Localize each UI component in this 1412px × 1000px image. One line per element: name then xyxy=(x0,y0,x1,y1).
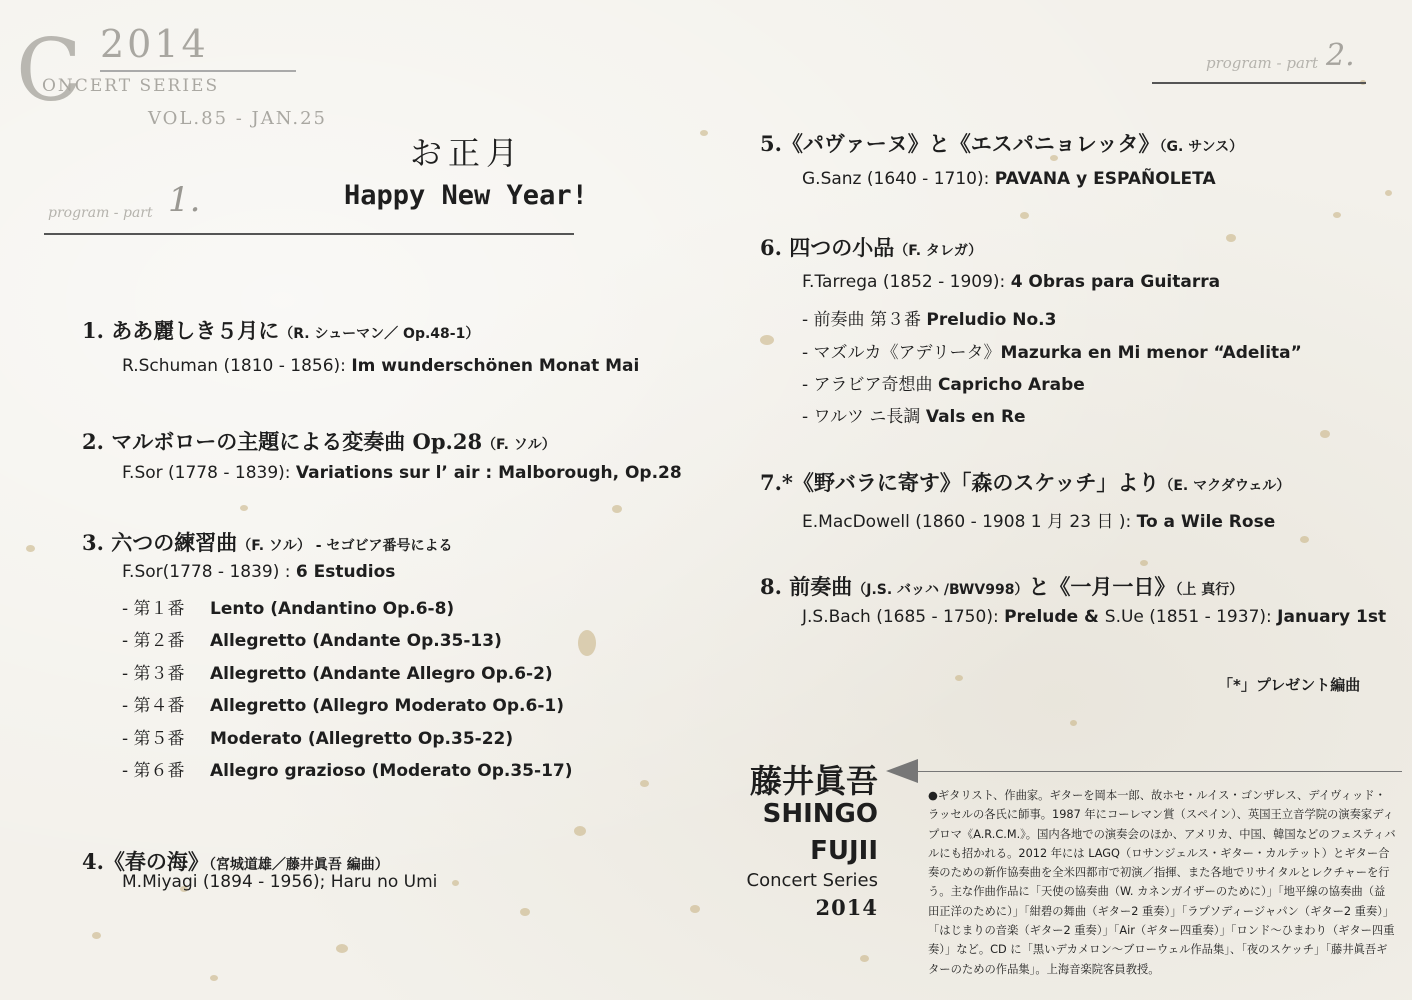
logo-series: ONCERT SERIES xyxy=(42,76,220,96)
paper-fleck xyxy=(690,905,700,913)
etude-row xyxy=(122,724,513,749)
work-title: Im wunderschönen Monat Mai xyxy=(351,356,640,376)
paper-fleck xyxy=(1320,430,1330,438)
paper-fleck xyxy=(612,505,622,513)
program-composer: （R. シューマン／ Op.48-1） xyxy=(279,326,480,342)
part1-number: 1. xyxy=(168,180,201,220)
program-title: 2. マルボローの主題による変奏曲 Op.28 xyxy=(82,429,483,454)
etude-work: Allegretto (Allegro Moderato Op.6-1) xyxy=(210,696,564,716)
etude-row xyxy=(122,594,454,619)
etude-work: Allegro grazioso (Moderato Op.35-17) xyxy=(210,761,573,781)
composer-dates: F.Sor (1778 - 1839): xyxy=(122,463,296,483)
program-title: 7.*《野バラに寄す》「森のスケッチ」より xyxy=(760,470,1160,495)
paper-fleck xyxy=(1300,536,1309,543)
paper-fleck xyxy=(520,908,530,916)
composer-dates: R.Schuman (1810 - 1856): xyxy=(122,356,352,376)
composer-dates: E.MacDowell (1860 - 1908 1 月 23 日 ): xyxy=(802,512,1137,532)
heading-happy-new-year: Happy New Year! xyxy=(344,180,588,211)
etude-row xyxy=(122,626,502,651)
program-item-1 xyxy=(82,315,479,345)
piece-row xyxy=(802,305,1056,330)
paper-fleck xyxy=(26,545,35,552)
piece-japanese: - アラビア奇想曲 xyxy=(802,375,938,395)
logo-year: 2014 xyxy=(100,22,209,66)
paper-fleck xyxy=(700,130,708,136)
part2-number: 2. xyxy=(1326,38,1355,73)
paper-fleck xyxy=(860,955,869,962)
work-title: Prelude xyxy=(1004,607,1079,627)
piece-japanese: - 前奏曲 第３番 xyxy=(802,310,927,330)
work-title: 6 Estudios xyxy=(295,562,396,582)
work-title: Variations sur l’ air : Malborough, Op.28 xyxy=(295,463,682,483)
program-item-6 xyxy=(760,232,982,262)
paper-fleck xyxy=(760,335,774,345)
piece-work: Vals en Re xyxy=(925,407,1026,427)
piece-row xyxy=(802,370,1085,395)
ampersand: & xyxy=(1078,607,1105,627)
paper-fleck xyxy=(640,780,649,787)
program-item-2-info xyxy=(122,463,682,483)
etude-number: - 第４番 xyxy=(122,696,185,716)
part1-rule xyxy=(44,233,574,235)
performer-year: 2014 xyxy=(815,895,878,920)
piece-work: Preludio No.3 xyxy=(926,310,1057,330)
composer-dates: F.Tarrega (1852 - 1909): xyxy=(802,272,1011,292)
etude-work: Lento (Andantino Op.6-8) xyxy=(210,599,455,619)
piece-row xyxy=(802,338,1302,363)
piece-row xyxy=(802,402,1026,427)
program-item-5 xyxy=(760,128,1243,158)
piece-work: Capricho Arabe xyxy=(937,375,1085,395)
etude-row xyxy=(122,756,573,781)
paper-fleck xyxy=(955,675,963,681)
paper-fleck xyxy=(336,944,348,953)
program-title: 5.《パヴァーヌ》と《エスパニョレッタ》 xyxy=(760,131,1160,156)
etude-row xyxy=(122,659,553,684)
program-composer: （F. ソル） - セゴビア番号による xyxy=(237,538,453,554)
paper-fleck xyxy=(210,975,218,981)
work-title: 4 Obras para Guitarra xyxy=(1010,272,1221,292)
performer-series: Concert Series xyxy=(746,870,878,891)
performer-last-name: FUJII xyxy=(810,836,878,866)
etude-row xyxy=(122,691,564,716)
etude-number: - 第２番 xyxy=(122,631,185,651)
part2-label: program - part xyxy=(1206,54,1319,72)
work-title: PAVANA y ESPAÑOLETA xyxy=(994,169,1216,189)
piece-work: Mazurka en Mi menor “Adelita” xyxy=(1000,343,1302,363)
paper-fleck xyxy=(578,630,596,656)
heading-oshogatsu: お正月 xyxy=(410,134,525,172)
paper-fleck xyxy=(240,505,248,511)
etude-number: - 第１番 xyxy=(122,599,185,619)
program-composer: （E. マクダウェル） xyxy=(1159,478,1291,494)
paper-fleck xyxy=(452,880,459,886)
program-item-8-info xyxy=(802,607,1386,627)
composer-dates: J.S.Bach (1685 - 1750): xyxy=(802,607,1005,627)
program-composer: （F. ソル） xyxy=(482,437,556,453)
part1-label: program - part xyxy=(48,205,153,221)
program-item-8 xyxy=(760,571,1243,601)
etude-number: - 第５番 xyxy=(122,729,185,749)
program-composer: （宮城道雄／藤井眞吾 編曲） xyxy=(208,857,389,873)
paper-fleck xyxy=(92,932,101,939)
paper-fleck xyxy=(1070,720,1077,726)
program-composer-second: （上 真行） xyxy=(1175,582,1244,598)
bio-rule xyxy=(918,771,1402,772)
pointer-arrow-icon xyxy=(886,759,918,783)
program-composer: （G. サンス） xyxy=(1159,139,1244,155)
program-item-6-info xyxy=(802,272,1220,292)
etude-number: - 第６番 xyxy=(122,761,185,781)
composer-dates-second: S.Ue (1851 - 1937): xyxy=(1104,607,1278,627)
paper-fleck xyxy=(1020,212,1029,219)
piece-japanese: - マズルカ《アデリータ》 xyxy=(802,343,1001,363)
etude-work: Allegretto (Andante Allegro Op.6-2) xyxy=(210,664,553,684)
etude-number: - 第３番 xyxy=(122,664,185,684)
program-title: 6. 四つの小品 xyxy=(760,235,895,260)
work-title: To a Wile Rose xyxy=(1136,512,1276,532)
composer-dates: G.Sanz (1640 - 1710): xyxy=(802,169,995,189)
piece-japanese: - ワルツ ニ長調 xyxy=(802,407,926,427)
performer-first-name: SHINGO xyxy=(762,799,878,829)
etude-work: Allegretto (Andante Op.35-13) xyxy=(210,631,502,651)
logo-rule xyxy=(100,70,296,72)
program-composer: （F. タレガ） xyxy=(894,243,983,259)
performer-name-kanji: 藤井眞吾 xyxy=(749,762,878,800)
paper-fleck xyxy=(574,826,586,836)
program-item-7 xyxy=(760,467,1290,497)
program-item-3-info xyxy=(122,562,395,582)
composer-dates: M.Miyagi (1894 - 1956); Haru no Umi xyxy=(122,872,438,892)
work-title-second: January 1st xyxy=(1277,607,1387,627)
program-item-3 xyxy=(82,527,453,557)
arrangement-note: 「*」プレゼント編曲 xyxy=(1218,676,1361,694)
program-item-1-info xyxy=(122,356,639,376)
paper-fleck xyxy=(1140,560,1148,566)
program-composer: （J.S. バッハ /BWV998） xyxy=(852,582,1029,598)
paper-fleck xyxy=(1385,190,1392,196)
part2-rule xyxy=(1152,82,1366,84)
volume-date: VOL.85 - JAN.25 xyxy=(148,108,327,129)
program-title: 4.《春の海》 xyxy=(82,849,209,874)
program-item-7-info xyxy=(802,507,1275,532)
program-title: 8. 前奏曲 xyxy=(760,574,853,599)
paper-fleck xyxy=(1226,234,1236,242)
performer-bio: ●ギタリスト、作曲家。ギターを岡本一郎、故ホセ・ルイス・ゴンザレス、デイヴィッド・ラッセルの各氏に師事。1987 年にコーレマン賞（スペイン）、英国王立音学院の演奏家ディプロマ《A.R.C.M.》。国内各地での演奏会のほか、アメリカ、中国、韓国などのフェスティバルにも招かれる。2012 年には LAGQ（ロサンジェルス・ギター・カルテット）とギター合奏のための新作協奏曲を全米四都市で初演／指揮、また各地でリサイタルとレクチャーを行う。主な作曲作品に「天使の協奏曲（W. カネンガイザーのために）」「地平線の協奏曲（益田正洋のために）」「紺碧の舞曲（ギター2 重奏）」「ラプソディージャパン（ギター2 重奏）」「はじまりの音楽（ギター2 重奏）」「Air（ギター四重奏）」「ロンド〜ひまわり（ギター四重奏）」など。CD に「黒いデカメロン〜ブローウェル作品集」、「夜のスケッチ」「藤井眞吾ギターのための作品集」。上海音楽院客員教授。 xyxy=(928,789,1396,976)
program-item-2 xyxy=(82,426,556,456)
program-title: 3. 六つの練習曲 xyxy=(82,530,238,555)
logo-letter-c: C xyxy=(16,21,82,121)
paper-fleck xyxy=(1333,212,1341,218)
program-title: 1. ああ麗しき５月に xyxy=(82,318,280,343)
etude-work: Moderato (Allegretto Op.35-22) xyxy=(210,729,514,749)
program-title-second: と《一月一日》 xyxy=(1028,574,1176,599)
program-item-5-info xyxy=(802,169,1216,189)
composer-dates: F.Sor(1778 - 1839) : xyxy=(122,562,296,582)
